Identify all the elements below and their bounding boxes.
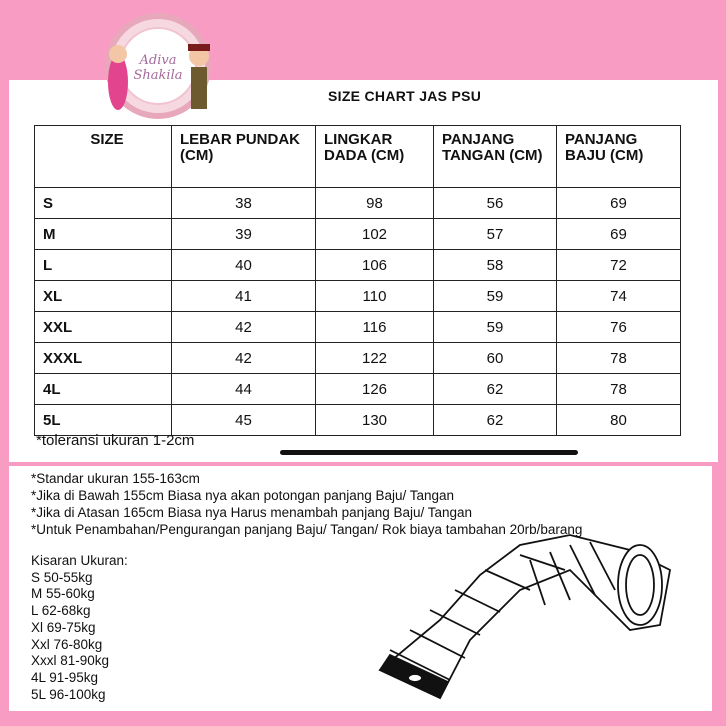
measurement-cell: 57 <box>434 219 557 250</box>
chart-title: SIZE CHART JAS PSU <box>328 88 482 104</box>
measurement-cell: 102 <box>316 219 434 250</box>
measurement-cell: 58 <box>434 250 557 281</box>
measurement-cell: 78 <box>557 343 681 374</box>
table-row <box>35 188 681 219</box>
svg-text:Shakila: Shakila <box>133 68 183 83</box>
weight-range-item: L 62-68kg <box>31 603 91 619</box>
weight-range-title: Kisaran Ukuran: <box>31 553 128 568</box>
measurement-cell: 98 <box>316 188 434 219</box>
size-label: 5L <box>35 405 172 436</box>
measurement-cell: 60 <box>434 343 557 374</box>
weight-range-item: Xxxl 81-90kg <box>31 653 110 669</box>
header-size: SIZE <box>35 126 172 188</box>
weight-range-list <box>31 553 128 703</box>
weight-range-item: Xxl 76-80kg <box>31 636 103 652</box>
measurement-cell: 56 <box>434 188 557 219</box>
measurement-cell: 74 <box>557 281 681 312</box>
measurement-cell: 110 <box>316 281 434 312</box>
table-row <box>35 250 681 281</box>
note: *Untuk Penambahan/Pengurangan panjang Baju/ Tangan/ Rok biaya tambahan 20rb/barang <box>31 522 583 537</box>
table-row <box>35 405 681 436</box>
size-label: L <box>35 250 172 281</box>
weight-range-item: M 55-60kg <box>31 586 95 602</box>
measurement-cell: 62 <box>434 405 557 436</box>
size-label: S <box>35 188 172 219</box>
measurement-cell: 40 <box>172 250 316 281</box>
size-label: 4L <box>35 374 172 405</box>
measurement-cell: 42 <box>172 312 316 343</box>
measurement-cell: 116 <box>316 312 434 343</box>
table-row <box>35 312 681 343</box>
measurement-cell: 59 <box>434 281 557 312</box>
header-shoulder: LEBAR PUNDAK (CM) <box>172 126 316 188</box>
weight-range-item: S 50-55kg <box>31 569 93 585</box>
weight-range-item: Xl 69-75kg <box>31 619 96 635</box>
size-table <box>34 125 681 436</box>
measurement-cell: 130 <box>316 405 434 436</box>
header-chest: LINGKAR DADA (CM) <box>316 126 434 188</box>
measurement-cell: 78 <box>557 374 681 405</box>
table-header-row <box>35 126 681 188</box>
size-label: M <box>35 219 172 250</box>
measurement-cell: 69 <box>557 188 681 219</box>
measurement-cell: 38 <box>172 188 316 219</box>
measurement-cell: 62 <box>434 374 557 405</box>
weight-range-item: 4L 91-95kg <box>31 669 99 685</box>
header-sleeve: PANJANG TANGAN (CM) <box>434 126 557 188</box>
header-length: PANJANG BAJU (CM) <box>557 126 681 188</box>
measurement-cell: 126 <box>316 374 434 405</box>
measurement-cell: 42 <box>172 343 316 374</box>
table-row <box>35 281 681 312</box>
table-row <box>35 343 681 374</box>
measuring-tape-illustration <box>370 530 680 705</box>
measurement-cell: 45 <box>172 405 316 436</box>
note: *Jika di Bawah 155cm Biasa nya akan potongan panjang Baju/ Tangan <box>31 488 455 503</box>
measurement-cell: 69 <box>557 219 681 250</box>
size-label: XL <box>35 281 172 312</box>
measurement-cell: 39 <box>172 219 316 250</box>
note: *Standar ukuran 155-163cm <box>31 471 200 486</box>
measurement-cell: 106 <box>316 250 434 281</box>
measurement-cell: 122 <box>316 343 434 374</box>
weight-range-item: 5L 96-100kg <box>31 686 106 702</box>
note: *Jika di Atasan 165cm Biasa nya Harus menambah panjang Baju/ Tangan <box>31 505 473 520</box>
brand-logo <box>103 12 213 120</box>
measurement-cell: 44 <box>172 374 316 405</box>
svg-text:Adiva: Adiva <box>139 53 177 68</box>
size-label: XXL <box>35 312 172 343</box>
measurement-cell: 76 <box>557 312 681 343</box>
measurement-cell: 72 <box>557 250 681 281</box>
measurement-cell: 59 <box>434 312 557 343</box>
tolerance-note: *toleransi ukuran 1-2cm <box>36 432 195 449</box>
size-label: XXXL <box>35 343 172 374</box>
measurement-cell: 41 <box>172 281 316 312</box>
measurement-cell: 80 <box>557 405 681 436</box>
notes-list <box>31 470 582 538</box>
table-row <box>35 219 681 250</box>
table-row <box>35 374 681 405</box>
divider <box>280 450 578 455</box>
